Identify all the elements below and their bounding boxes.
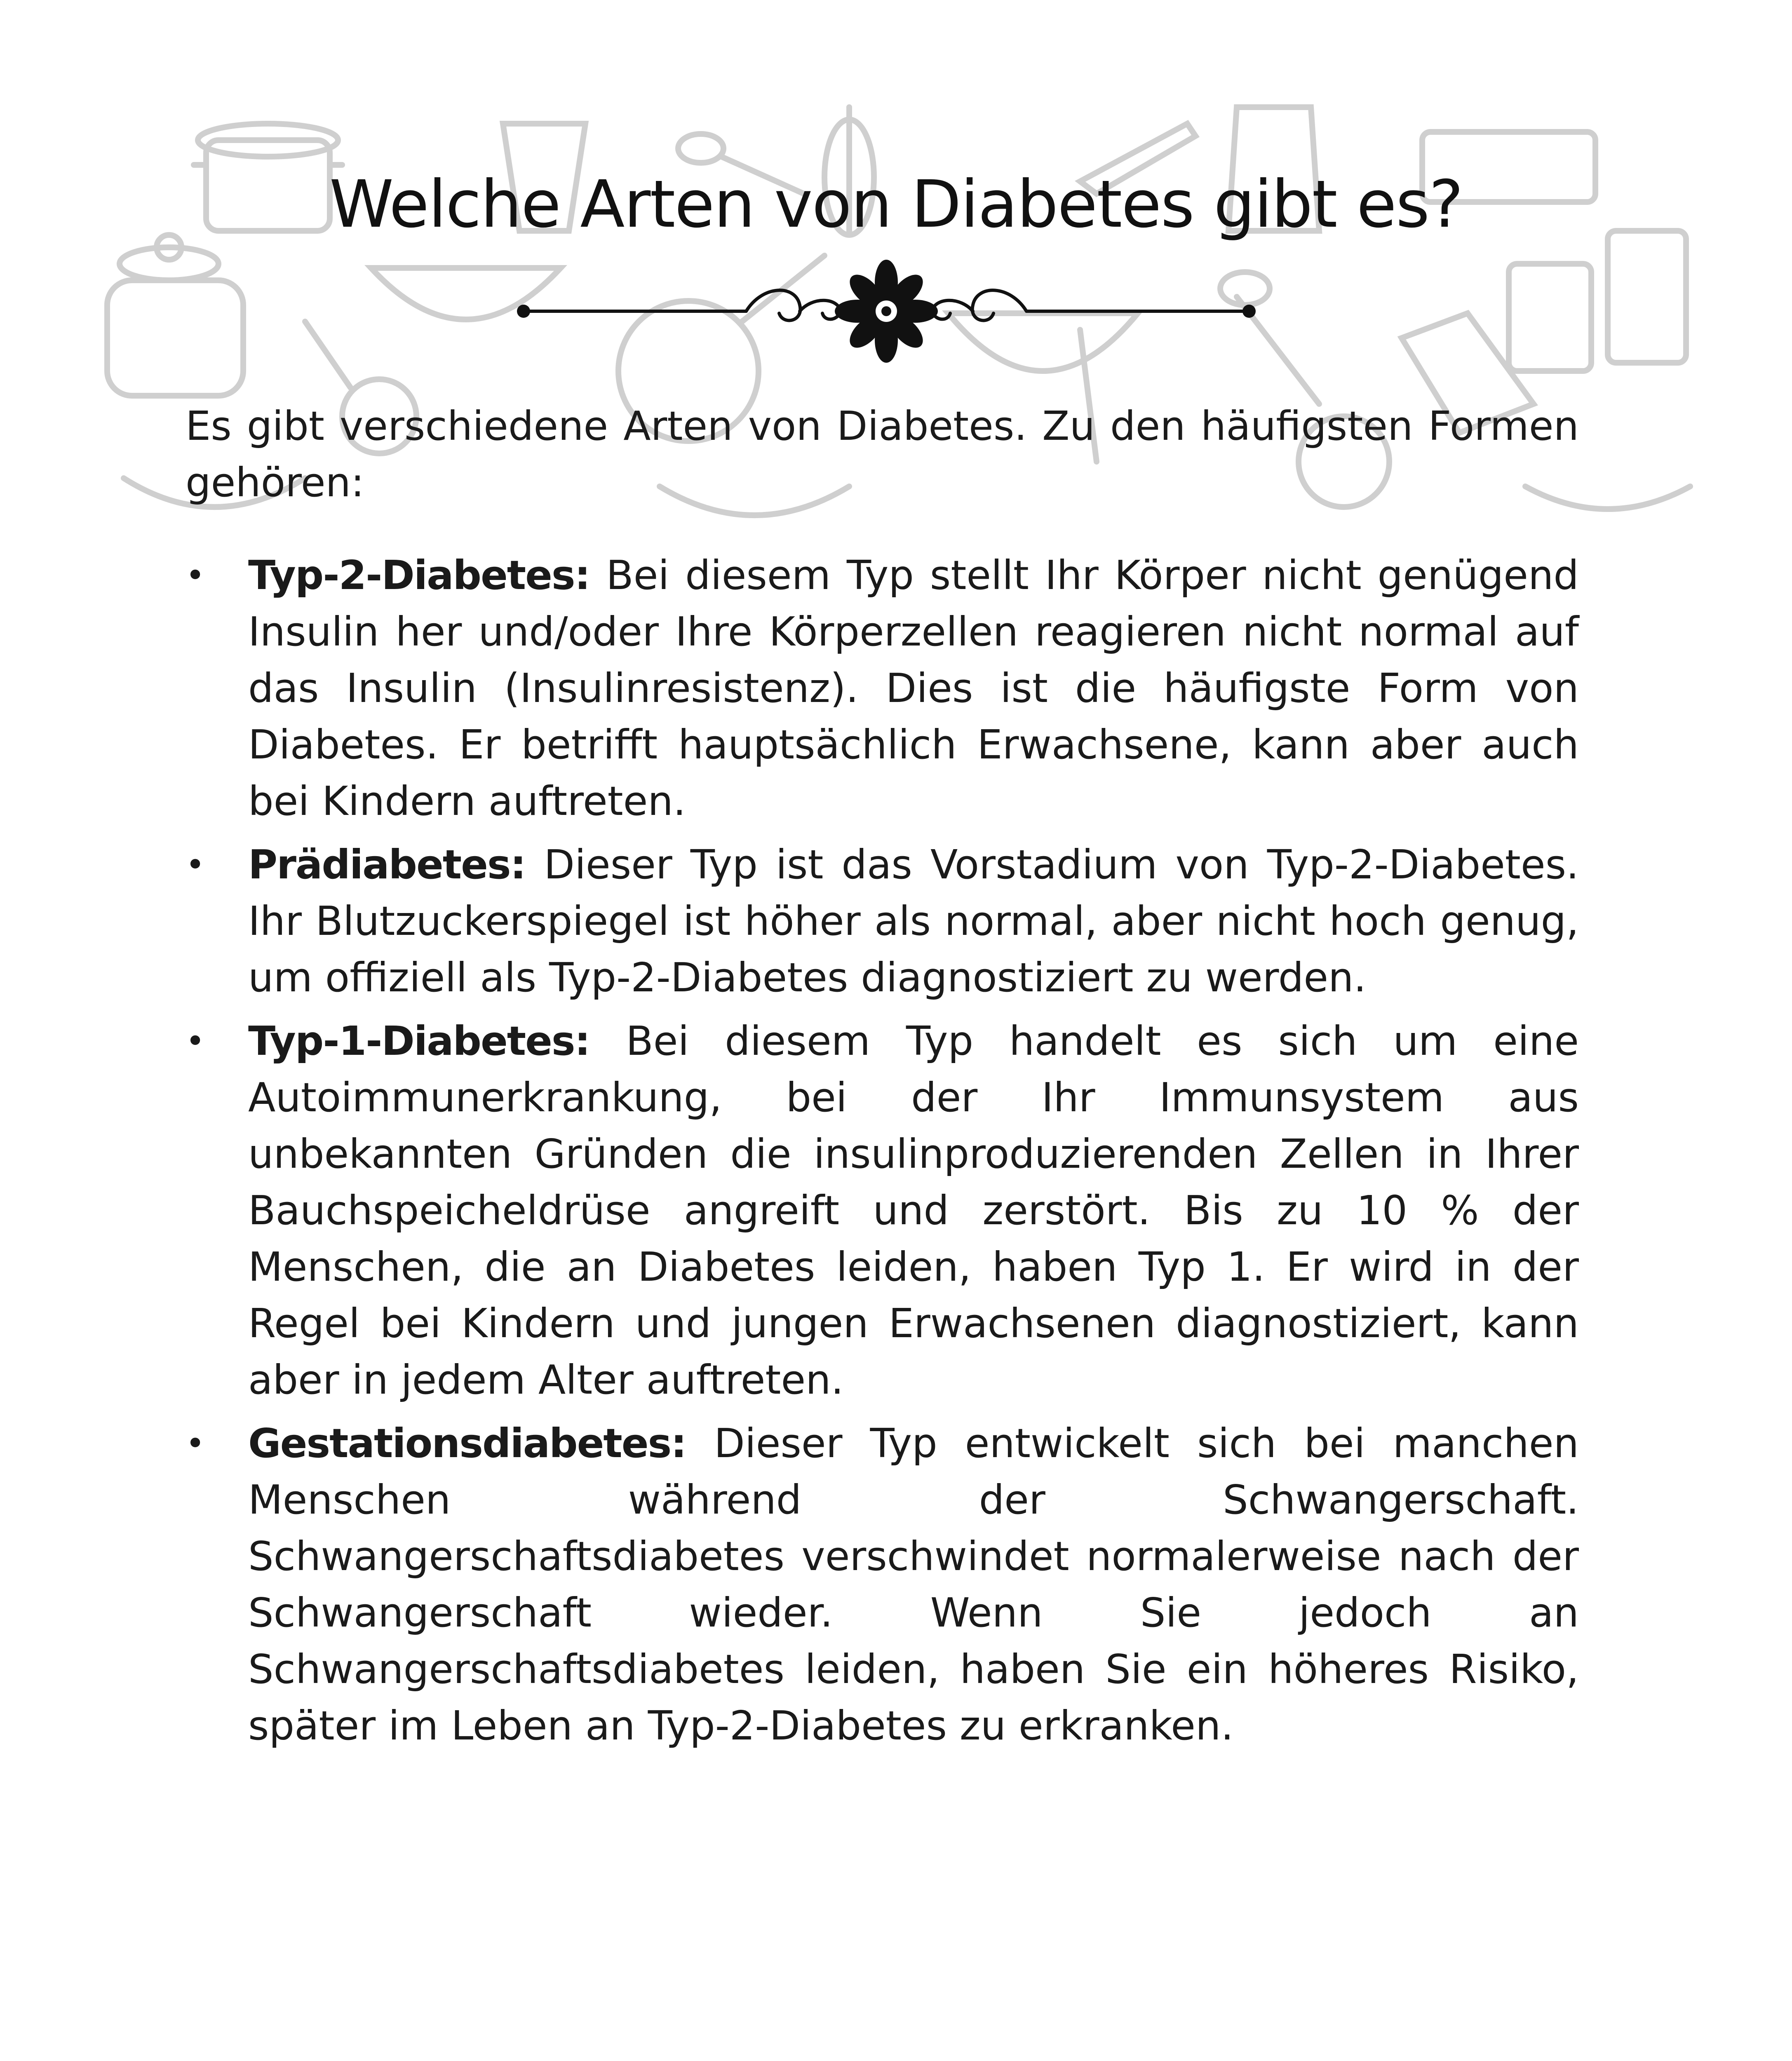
list-item-term: Prädiabetes:: [248, 841, 544, 888]
list-item: [186, 836, 1579, 1006]
intro-paragraph: Es gibt verschiedene Arten von Diabetes. Zu den häufigsten Formen gehören:: [186, 403, 1579, 506]
list-item-term: Typ-2-Diabetes:: [248, 552, 606, 599]
main-content: [186, 398, 1579, 1761]
bullet-icon: •: [186, 1022, 205, 1060]
list-item-text: Dieser Typ ist das Vorstadium von Typ-2-Diabetes. Ihr Blutzuckerspiegel ist höher als normal, aber nicht hoch genug, um offiziell als Typ-2-Diabetes diagnostiziert zu werden.: [248, 841, 1579, 1001]
bullet-icon: •: [186, 1424, 205, 1462]
bullet-icon: •: [186, 845, 205, 884]
list-item: [186, 1415, 1579, 1754]
list-item-text: Bei diesem Typ stellt Ihr Körper nicht genügend Insulin her und/oder Ihre Körperzellen reagieren nicht normal auf das Insulin (Insulinresistenz). Dies ist die häufigste Form von Diabetes. Er betrifft hauptsächlich Erwachsene, kann aber auch bei Kindern auftreten.: [248, 552, 1579, 824]
diabetes-types-list: [186, 547, 1579, 1754]
flourish-divider-icon: [515, 260, 1257, 363]
bullet-icon: •: [186, 556, 205, 594]
list-item: [186, 547, 1579, 829]
list-item-term: Gestationsdiabetes:: [248, 1420, 714, 1467]
list-item-term: Typ-1-Diabetes:: [248, 1018, 626, 1064]
list-item-text: Bei diesem Typ handelt es sich um eine Autoimmunerkrankung, bei der Ihr Immunsystem aus unbekannten Gründen die insulinproduzierenden Zellen in Ihrer Bauchspeicheldrüse angreift und zerstört. Bis zu 10 % der Menschen, die an Diabetes leiden, haben Typ 1. Er wird in der Regel bei Kindern und jungen Erwachsenen diagnostiziert, kann aber in jedem Alter auftreten.: [248, 1018, 1579, 1403]
list-item: [186, 1013, 1579, 1408]
list-item-text: Dieser Typ entwickelt sich bei manchen Menschen während der Schwangerschaft. Schwangerschaftsdiabetes verschwindet normalerweise nach der Schwangerschaft wieder. Wenn Sie jedoch an Schwangerschaftsdiabetes leiden, haben Sie ein höheres Risiko, später im Leben an Typ-2-Diabetes zu erkranken.: [248, 1420, 1579, 1749]
page-title: Welche Arten von Diabetes gibt es?: [329, 167, 1463, 242]
